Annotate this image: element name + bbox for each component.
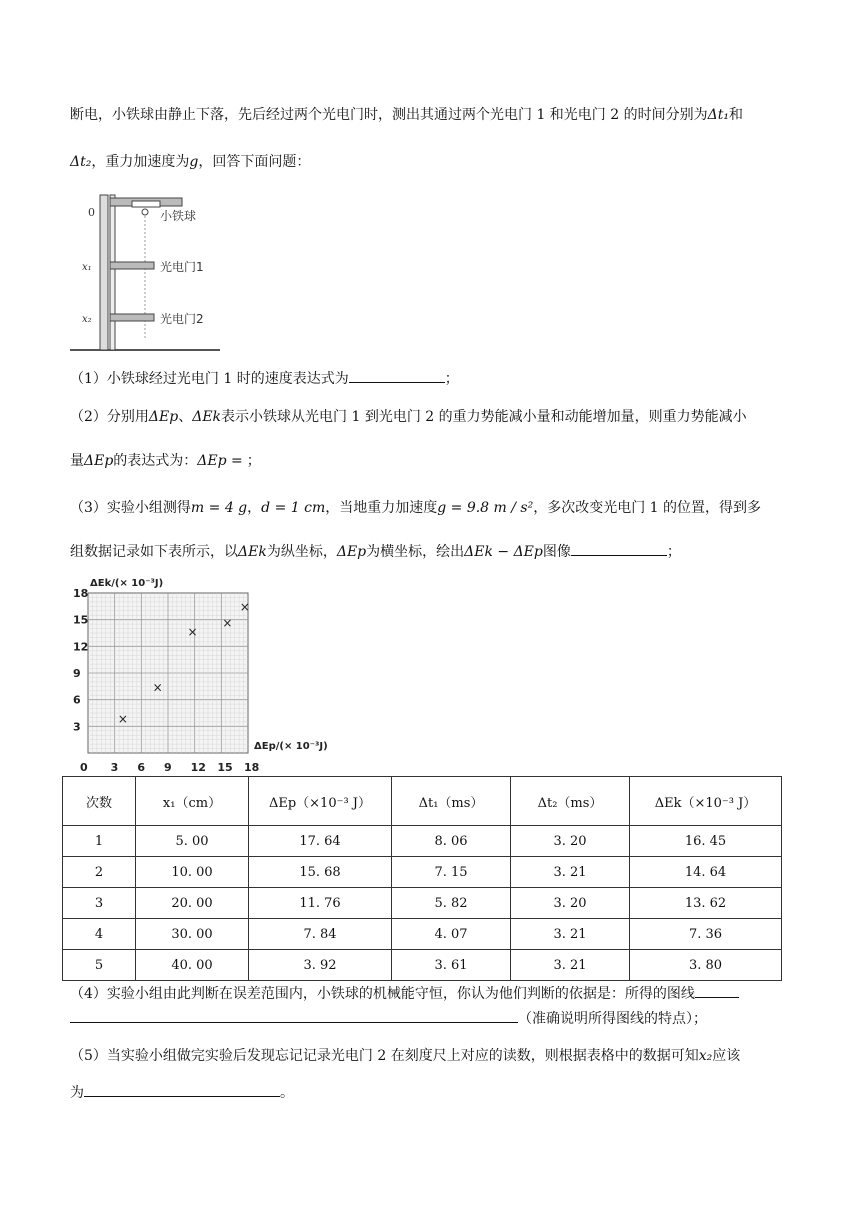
table-cell: 3 — [63, 888, 136, 919]
q4-answer-blank-2[interactable] — [70, 1008, 518, 1023]
y-tick-label: 3 — [73, 720, 81, 734]
gate1-label: 光电门1 — [160, 260, 204, 274]
table-cell: 3. 21 — [511, 857, 630, 888]
table-cell: 4. 07 — [392, 919, 511, 950]
header-dt2: Δt₂（ms） — [511, 777, 630, 826]
data-table — [62, 776, 782, 981]
table-cell: 3. 92 — [249, 950, 392, 981]
q2-ep-2: ΔEp — [84, 453, 114, 469]
table-cell: 3. 21 — [511, 950, 630, 981]
chart-ylabel: ΔEk/(× 10⁻³J) — [90, 578, 164, 589]
question-2-line-2 — [70, 450, 792, 472]
table-cell: 17. 64 — [249, 826, 392, 857]
q5-text-b: 应该 — [712, 1048, 741, 1064]
q2-ep: ΔEp — [148, 409, 179, 425]
table-cell: 16. 45 — [630, 826, 782, 857]
electromagnet — [132, 201, 160, 207]
question-4-line-2 — [70, 1008, 792, 1030]
question-4-line-1 — [70, 983, 792, 1005]
q3-ep: ΔEp — [336, 544, 367, 560]
q3-text-b: ，当地重力加速度 — [325, 500, 438, 516]
table-cell: 3. 20 — [511, 826, 630, 857]
table-row — [63, 826, 782, 857]
table-cell: 7. 36 — [630, 919, 782, 950]
scale-ruler — [100, 195, 108, 350]
q5-answer-blank[interactable] — [84, 1082, 280, 1097]
q5-text-c: 为 — [70, 1085, 84, 1101]
q3-text-g: 图像 — [542, 544, 571, 560]
label-x1: x₁ — [82, 262, 92, 273]
q3-text-e: 为纵坐标， — [266, 544, 337, 560]
table-cell: 7. 15 — [392, 857, 511, 888]
q2-sep: 、 — [178, 409, 193, 425]
table-cell: 14. 64 — [630, 857, 782, 888]
x-tick-label: 12 — [190, 761, 206, 774]
q3-g: g = 9.8 m / s² — [437, 500, 534, 516]
q5-x2: x₂ — [698, 1048, 713, 1064]
ek-ep-chart — [70, 575, 350, 775]
table-cell: 5. 82 — [392, 888, 511, 919]
table-cell: 15. 68 — [249, 857, 392, 888]
data-point: × — [222, 615, 233, 630]
intro-text-1: 断电，小铁球由静止下落，先后经过两个光电门时，测出其通过两个光电门 1 和光电门 2 的时间分别为 — [70, 107, 708, 123]
q4-text-a: （4）实验小组由此判断在误差范围内，小铁球的机械能守恒，你认为他们判断的依据是：所得的图线 — [70, 986, 695, 1002]
data-point: × — [239, 599, 250, 614]
data-point: × — [152, 680, 163, 695]
q3-answer-blank[interactable] — [571, 541, 667, 556]
q3-text-a: （3）实验小组测得 — [70, 500, 191, 516]
y-tick-label: 9 — [73, 667, 81, 680]
q2-text-d: 的表达式为： — [113, 453, 198, 469]
q3-text-d: 组数据记录如下表所示，以 — [70, 544, 238, 560]
table-cell: 1 — [63, 826, 136, 857]
table-cell: 20. 00 — [136, 888, 249, 919]
q2-end: ； — [246, 453, 261, 469]
question-3-line-1 — [70, 497, 792, 519]
q4-text-b: （准确说明所得图线的特点）； — [518, 1011, 707, 1027]
g-symbol: g — [189, 154, 199, 170]
q3-m: m = 4 g — [190, 500, 248, 516]
table-cell: 2 — [63, 857, 136, 888]
apparatus-figure — [70, 190, 240, 355]
label-x2: x₂ — [82, 314, 92, 325]
y-tick-label: 15 — [73, 613, 89, 627]
table-row — [63, 919, 782, 950]
table-cell: 13. 62 — [630, 888, 782, 919]
stand-pole — [110, 195, 115, 350]
question-2-line-1 — [70, 406, 792, 428]
chart-xlabel: ΔEp/(× 10⁻³J) — [254, 741, 328, 752]
q2-text-c: 量 — [70, 453, 84, 469]
table-cell: 3. 61 — [392, 950, 511, 981]
table-cell: 30. 00 — [136, 919, 249, 950]
gate-2 — [110, 314, 154, 321]
data-point: × — [187, 624, 198, 639]
q2-ek: ΔEk — [192, 409, 222, 425]
dt1-symbol: Δt₁ — [707, 107, 729, 123]
x-tick-label: 18 — [244, 761, 260, 774]
q3-end: ； — [666, 544, 681, 560]
q1-end: ； — [444, 371, 459, 387]
intro-and: 和 — [728, 107, 743, 123]
q5-end: 。 — [280, 1085, 294, 1101]
q3-text-f: 为横坐标，绘出 — [366, 544, 465, 560]
q5-text-a: （5）当实验小组做完实验后发现忘记记录光电门 2 在刻度尺上对应的读数，则根据表格中的数据可知 — [70, 1048, 699, 1064]
chart-origin-label: 0 — [80, 761, 88, 774]
x-tick-label: 6 — [137, 761, 145, 774]
q3-comma: ， — [247, 500, 262, 516]
y-tick-label: 18 — [73, 587, 89, 600]
table-cell: 7. 84 — [249, 919, 392, 950]
q2-text-b: 表示小铁球从光电门 1 到光电门 2 的重力势能减小量和动能增加量，则重力势能减小 — [221, 409, 747, 425]
gate-1 — [110, 262, 154, 269]
table-header-row — [63, 777, 782, 826]
label-zero: 0 — [88, 206, 95, 219]
y-tick-label: 12 — [73, 640, 89, 654]
header-x1: x₁（cm） — [136, 777, 249, 826]
gate2-label: 光电门2 — [160, 312, 204, 326]
q1-text: （1）小铁球经过光电门 1 时的速度表达式为 — [70, 371, 349, 387]
x-tick-label: 3 — [110, 761, 119, 774]
header-ek: ΔEk（×10⁻³ J） — [630, 777, 782, 826]
q3-text-c: ，多次改变光电门 1 的位置，得到多 — [533, 500, 762, 516]
q2-text-a: （2）分别用 — [70, 409, 149, 425]
q3-plot: ΔEk − ΔEp — [464, 544, 543, 560]
q4-answer-blank-1[interactable] — [695, 983, 739, 998]
q3-ek: ΔEk — [238, 544, 267, 560]
ball-label: 小铁球 — [160, 209, 197, 223]
dt2-symbol: Δt₂ — [70, 154, 92, 170]
iron-ball — [142, 209, 148, 215]
table-cell: 10. 00 — [136, 857, 249, 888]
question-5-line-1 — [70, 1045, 792, 1067]
table-cell: 40. 00 — [136, 950, 249, 981]
table-cell: 5 — [63, 950, 136, 981]
intro-text-2: ，重力加速度为 — [91, 154, 190, 170]
q1-answer-blank[interactable] — [349, 368, 445, 383]
table-cell: 3. 20 — [511, 888, 630, 919]
table-cell: 8. 06 — [392, 826, 511, 857]
question-1 — [70, 368, 792, 390]
table-row — [63, 857, 782, 888]
q2-expr: ΔEp = — [197, 453, 243, 469]
header-dt1: Δt₁（ms） — [392, 777, 511, 826]
header-count: 次数 — [63, 777, 136, 826]
x-tick-label: 15 — [217, 761, 233, 774]
table-row — [63, 888, 782, 919]
table-row — [63, 950, 782, 981]
table-cell: 5. 00 — [136, 826, 249, 857]
table-cell: 4 — [63, 919, 136, 950]
intro-line-1 — [70, 104, 792, 126]
question-5-line-2 — [70, 1082, 792, 1104]
table-cell: 3. 21 — [511, 919, 630, 950]
table-cell: 3. 80 — [630, 950, 782, 981]
y-tick-label: 6 — [73, 693, 81, 707]
intro-text-2b: ，回答下面问题： — [198, 154, 311, 170]
question-3-line-2 — [70, 541, 792, 563]
header-ep: ΔEp（×10⁻³ J） — [249, 777, 392, 826]
intro-line-2 — [70, 151, 792, 173]
x-tick-label: 9 — [164, 761, 172, 774]
q3-d: d = 1 cm — [261, 500, 326, 516]
table-cell: 11. 76 — [249, 888, 392, 919]
data-point: × — [117, 712, 128, 727]
